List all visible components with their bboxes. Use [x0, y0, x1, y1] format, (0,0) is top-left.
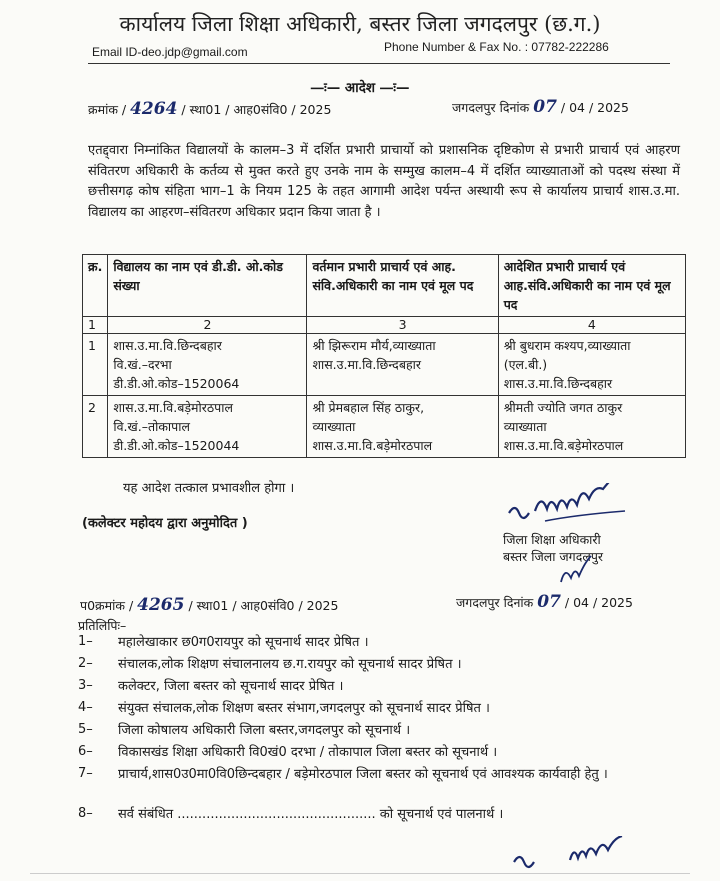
header-current: वर्तमान प्रभारी प्राचार्य एवं आह. संवि.अधिकारी का नाम एवं मूल पद [307, 255, 498, 317]
copy-date-prefix: जगदलपुर दिनांक [456, 595, 534, 610]
item-number: 6– [78, 744, 93, 759]
col-number: 4 [498, 317, 685, 334]
table-row [83, 334, 686, 396]
item-number: 5– [78, 722, 93, 737]
copy-ref-suffix: / स्था01 / आह0संवि0 / 2025 [188, 598, 339, 613]
table-row [83, 396, 686, 458]
col-number: 1 [83, 317, 108, 334]
current-officer: श्री झिरूराम मौर्य,व्याख्याता [312, 338, 436, 353]
col-number: 2 [108, 317, 307, 334]
item-number: 2– [78, 656, 93, 671]
ordered-post: व्याख्याता [503, 419, 547, 434]
order-reference [88, 99, 331, 119]
row-sn: 1 [83, 334, 108, 396]
item-text: विकासखंड शिक्षा अधिकारी वि0खं0 दरभा / तोकापाल जिला बस्तर को सूचनार्थ । [118, 745, 498, 760]
block-name: वि.खं.–दरभा [113, 357, 172, 372]
current-post: व्याख्याता [312, 419, 356, 434]
phone-fax: Phone Number & Fax No. : 07782-222286 [384, 40, 609, 54]
ordered-officer: श्री बुधराम कश्यप,व्याख्याता [503, 338, 631, 353]
item-number: 8– [78, 806, 93, 821]
school-name: शास.उ.मा.वि.छिन्दबहार [113, 338, 222, 353]
item-number: 7– [78, 766, 93, 781]
col-number: 3 [307, 317, 498, 334]
ordered-school: शास.उ.मा.वि.छिन्दबहार [503, 376, 613, 391]
current-officer: श्री प्रेमबहाल सिंह ठाकुर, [312, 400, 425, 415]
approval-note: (कलेक्टर महोदय द्वारा अनुमोदित ) [82, 516, 248, 531]
signatory-designation: जिला शिक्षा अधिकारी [503, 532, 601, 547]
copy-date-suffix: / 04 / 2025 [564, 595, 633, 610]
order-body: एतद्द्वारा निम्नांकित विद्यालयों के कालम–3 में दर्शित प्रभारी प्राचार्यो को प्रशासनिक दृष्टिकोण से प्रभारी प्राचार्य एवं आहरण संवितरण अधिकारी के कर्तव्य से मुक्त करते हुए उनके नाम के सम्मुख कालम–4 में दर्शित व्याख्याताओं को पदस्थ संस्था में छत्तीसगढ़ कोष संहिता भाग–1 के नियम 125 के तहत आगामी आदेश पर्यन्त अस्थायी रूप से कार्यालय प्राचार्य शास.उ.मा. विद्यालय का आहरण–संवितरण अधिकार प्रदान किया जाता है । [88, 143, 680, 220]
date-prefix: जगदलपुर दिनांक [452, 100, 530, 115]
row-ordered [498, 396, 685, 458]
table-header-row [83, 255, 686, 317]
item-text: जिला कोषालय अधिकारी जिला बस्तर,जगदलपुर को सूचनार्थ । [118, 723, 411, 738]
copy-date-handwritten-day: 07 [537, 592, 561, 612]
row-school [108, 396, 307, 458]
ordered-post: (एल.बी.) [503, 357, 548, 372]
ddo-code: डी.डी.ओ.कोड–1520064 [113, 376, 240, 391]
item-number: 3– [78, 678, 93, 693]
item-text: संचालक,लोक शिक्षण संचालनालय छ.ग.रायपुर को सूचनार्थ सादर प्रेषित । [118, 657, 462, 672]
office-title: कार्यालय जिला शिक्षा अधिकारी, बस्तर जिला जगदलपुर (छ.ग.) [119, 12, 601, 36]
row-current [307, 396, 498, 458]
signature-initials [555, 552, 595, 588]
ref-prefix: क्रमांक / [88, 102, 127, 117]
current-school: शास.उ.मा.वि.बड़ेमोरठपाल [312, 438, 433, 453]
item-text: महालेखाकार छ0ग0रायपुर को सूचनार्थ सादर प्रेषित । [118, 635, 369, 650]
item-text: प्राचार्य,शास0उ0मा0वि0छिन्दबहार / बड़ेमोरठपाल जिला बस्तर को सूचनार्थ एवं आवश्यक कार्यवाही हेतु । [118, 767, 608, 782]
row-current [307, 334, 498, 396]
copy-reference [80, 595, 338, 615]
copy-date [456, 592, 633, 612]
copy-to-title: प्रतिलिपिः– [78, 618, 127, 633]
signature-1 [505, 483, 635, 531]
copy-ref-prefix: प0क्रमांक / [80, 598, 134, 613]
item-text: सर्व संबंधित ................................................ को सूचनार्थ एवं पालनार्थ । [118, 807, 504, 822]
page-edge [30, 873, 690, 874]
ordered-school: शास.उ.मा.वि.बड़ेमोरठपाल [503, 438, 624, 453]
email: Email ID-deo.jdp@gmail.com [92, 45, 248, 59]
row-ordered [498, 334, 685, 396]
item-number: 4– [78, 700, 93, 715]
copy-ref-handwritten-number: 4265 [137, 595, 185, 615]
header-sn: क्र. [83, 255, 108, 317]
header-school: विद्यालय का नाम एवं डी.डी. ओ.कोड संख्या [108, 255, 307, 317]
signature-2 [510, 836, 640, 872]
signatory-district: बस्तर जिला जगदलपुर [503, 549, 604, 564]
order-date [452, 97, 629, 117]
current-school: शास.उ.मा.वि.छिन्दबहार [312, 357, 421, 372]
school-name: शास.उ.मा.वि.बड़ेमोरठपाल [113, 400, 233, 415]
ref-handwritten-number: 4264 [130, 99, 178, 119]
item-text: संयुक्त संचालक,लोक शिक्षण बस्तर संभाग,जगदलपुर को सूचनार्थ सादर प्रेषित । [118, 701, 490, 716]
ref-suffix: / स्था01 / आह0संवि0 / 2025 [181, 102, 332, 117]
date-suffix: / 04 / 2025 [560, 100, 629, 115]
effective-note: यह आदेश तत्काल प्रभावशील होगा । [123, 481, 295, 496]
column-number-row [83, 317, 686, 334]
ordered-officer: श्रीमती ज्योति जगत ठाकुर [503, 400, 623, 415]
date-handwritten-day: 07 [533, 97, 557, 117]
item-text: कलेक्टर, जिला बस्तर को सूचनार्थ सादर प्रेषित । [118, 679, 344, 694]
assignment-table [82, 254, 686, 458]
header-ordered: आदेशित प्रभारी प्राचार्य एवं आह.संवि.अधिकारी का नाम एवं मूल पद [498, 255, 685, 317]
ddo-code: डी.डी.ओ.कोड–1520044 [113, 438, 240, 453]
item-number: 1– [78, 634, 93, 649]
row-school [108, 334, 307, 396]
block-name: वि.खं.–तोकापाल [113, 419, 190, 434]
header-divider [88, 63, 670, 64]
order-heading: —ः— आदेश —ः— [310, 80, 410, 96]
row-sn: 2 [83, 396, 108, 458]
